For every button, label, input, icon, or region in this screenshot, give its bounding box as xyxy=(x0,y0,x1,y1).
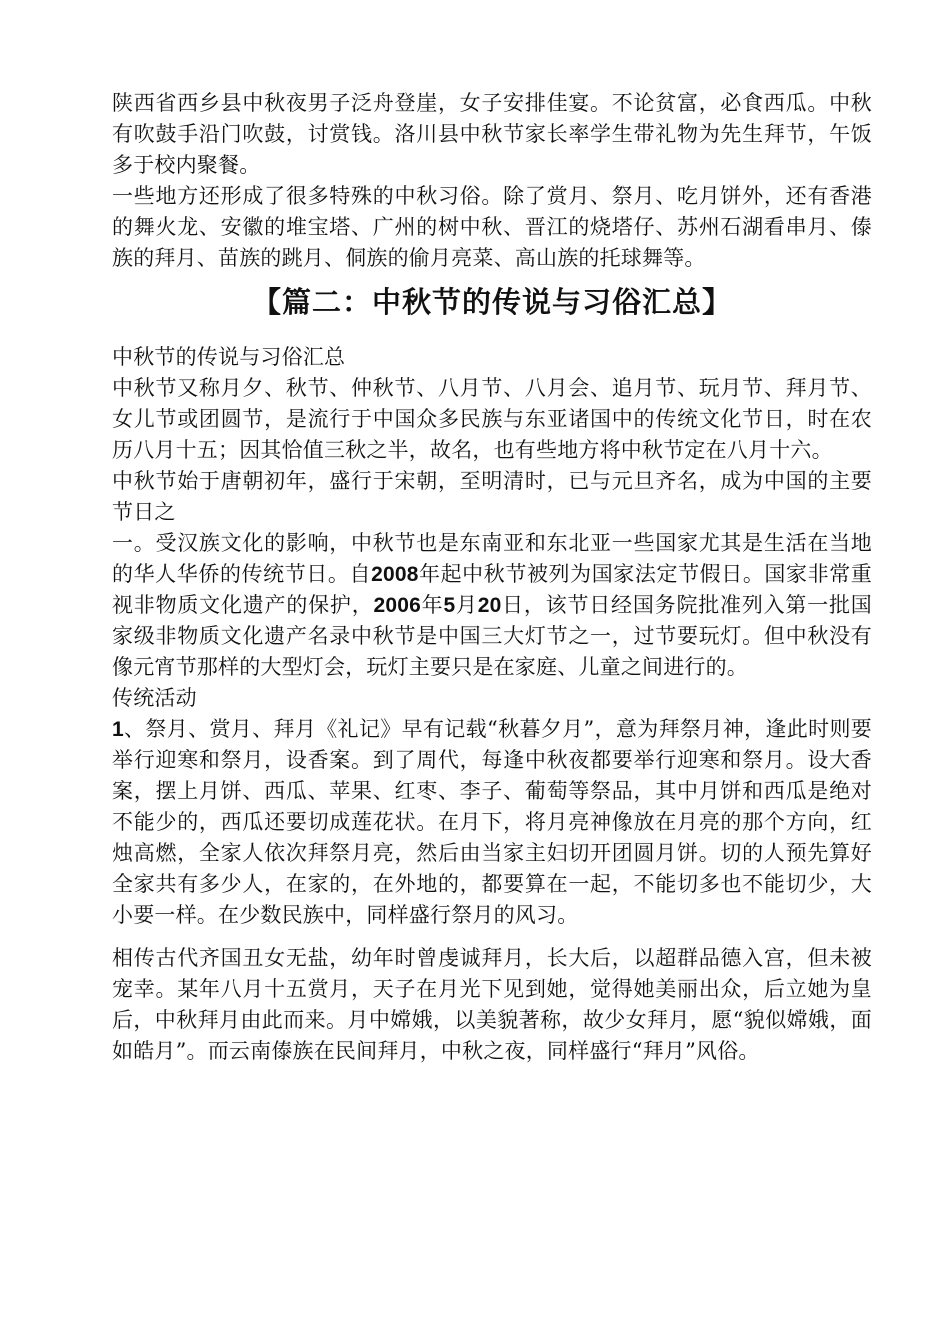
sub-title: 中秋节的传说与习俗汇总 xyxy=(112,345,346,369)
item-number: 1 xyxy=(112,718,124,741)
paragraph-gap xyxy=(112,931,872,943)
paragraph-wuyan-legend: 相传古代齐国丑女无盐，幼年时曾虔诚拜月，长大后，以超群品德入宫，但未被宠幸。某年八月十五赏月，天子在月光下见到她，觉得她美丽出众，后立她为皇后，中秋拜月由此而来。月中嫦娥，以美貌著称，故少女拜月，愿“貌似嫦娥，面如皓月”。而云南傣族在民间拜月，中秋之夜，同样盛行“拜月”风俗。 xyxy=(112,946,872,1063)
paragraph-festival-names: 中秋节又称月夕、秋节、仲秋节、八月节、八月会、追月节、玩月节、拜月节、女儿节或团圆节，是流行于中国众多民族与东亚诸国中的传统文化节日，时在农历八月十五；因其恰值三秋之半，故名，也有些地方将中秋节定在八月十六。 xyxy=(112,376,872,462)
paragraph-moon-worship xyxy=(112,714,872,931)
paragraph-xixiang-customs: 陕西省西乡县中秋夜男子泛舟登崖，女子安排佳宴。不论贫富，必食西瓜。中秋有吹鼓手沿门吹鼓，讨赏钱。洛川县中秋节家长率学生带礼物为先生拜节，午饭多于校内聚餐。 xyxy=(112,91,872,177)
year-2008: 2008 xyxy=(371,563,419,586)
paragraph-festival-origin: 中秋节始于唐朝初年，盛行于宋朝，至明清时，已与元旦齐名，成为中国的主要节日之 xyxy=(112,469,872,524)
year-2006: 2006 xyxy=(373,594,422,617)
text-segment: 年起中秋节被列为国家法定节假日。国家非常重视非物质文化遗产的保护， xyxy=(112,562,872,617)
month-number: 5 xyxy=(443,594,456,617)
text-segment: 月 xyxy=(455,593,478,617)
text-segment: 年 xyxy=(421,593,444,617)
day-number: 20 xyxy=(477,594,502,617)
document-page xyxy=(112,88,872,1067)
text-segment: 一。受汉族文化的影响，中秋节也是东南亚和东北亚一些国家尤其是生活在当地的华人华侨的传统节日。自 xyxy=(112,531,872,586)
paragraph-festival-status xyxy=(112,528,872,683)
section-heading: 【篇二：中秋节的传说与习俗汇总】 xyxy=(251,285,732,319)
activities-title: 传统活动 xyxy=(112,686,197,710)
text-segment: 、祭月、赏月、拜月《礼记》早有记载“秋暮夕月”，意为拜祭月神，逢此时则要举行迎寒和祭月，设香案。到了周代，每逢中秋夜都要举行迎寒和祭月。设大香案，摆上月饼、西瓜、苹果、红枣、李子、葡萄等祭品，其中月饼和西瓜是绝对不能少的，西瓜还要切成莲花状。在月下，将月亮神像放在月亮的那个方向，红烛高燃，全家人依次拜祭月亮，然后由当家主妇切开团圆月饼。切的人预先算好全家共有多少人，在家的，在外地的，都要算在一起，不能切多也不能切少，大小要一样。在少数民族中，同样盛行祭月的风习。 xyxy=(112,717,872,927)
paragraph-special-customs: 一些地方还形成了很多特殊的中秋习俗。除了赏月、祭月、吃月饼外，还有香港的舞火龙、安徽的堆宝塔、广州的树中秋、晋江的烧塔仔、苏州石湖看串月、傣族的拜月、苗族的跳月、侗族的偷月亮菜、高山族的托球舞等。 xyxy=(112,184,872,270)
text-segment: 日，该节日经国务院批准列入第一批国家级非物质文化遗产名录中秋节是中国三大灯节之一，过节要玩灯。但中秋没有像元宵节那样的大型灯会，玩灯主要只是在家庭、儿童之间进行的。 xyxy=(112,593,872,679)
